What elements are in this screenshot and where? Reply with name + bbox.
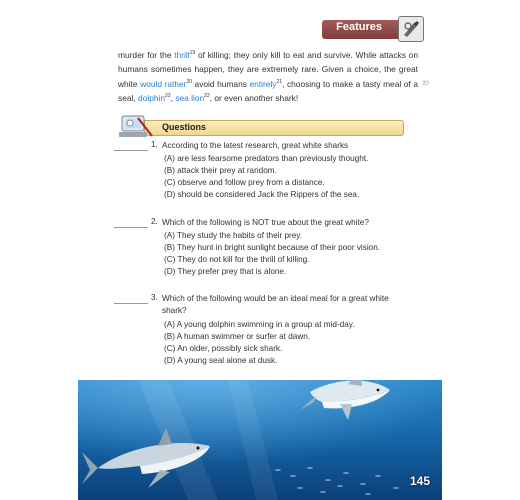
line-number-marker: 20	[422, 81, 429, 87]
question-number: 3.	[151, 293, 158, 302]
glossary-number: 19	[189, 50, 196, 57]
option-d: (D) They prefer prey that is alone.	[164, 267, 287, 276]
question-number: 1.	[151, 140, 158, 149]
glossary-number: 21	[276, 78, 283, 85]
option-a: (A) A young dolphin swimming in a group at mid-day.	[164, 320, 355, 329]
vocab-word: entirely	[249, 78, 277, 89]
question-text: According to the latest research, great white sharks	[162, 141, 349, 150]
questions-header	[116, 112, 406, 142]
passage-text: murder for the	[118, 50, 175, 60]
option-b: (B) attack their prey at random.	[164, 166, 277, 175]
underwater-sharks-photo	[78, 380, 442, 500]
vocab-word: dolphin	[138, 92, 166, 103]
vocab-word: thrill	[174, 50, 190, 60]
option-d: (D) A young seal alone at dusk.	[164, 356, 278, 365]
passage-paragraph	[118, 48, 418, 105]
glossary-number: 23	[204, 93, 210, 100]
option-d: (D) should be considered Jack the Rippers of the sea.	[164, 190, 360, 199]
option-c: (C) observe and follow prey from a distance.	[164, 178, 325, 187]
page-number: 145	[409, 474, 430, 488]
passage-text: avoid humans	[192, 78, 250, 89]
option-a: (A) are less fearsome predators than previously thought.	[164, 154, 369, 163]
passage-text: , choosing to make a tasty meal of a seal,	[118, 78, 418, 103]
features-tool-icon	[398, 16, 424, 42]
glossary-number: 20	[186, 78, 192, 85]
vocab-word: sea lion	[175, 92, 205, 103]
option-b: (B) They hunt in bright sunlight because of their poor vision.	[164, 243, 381, 252]
question-text: Which of the following is NOT true about the great white?	[162, 218, 369, 227]
questions-title: Questions	[162, 122, 207, 132]
glossary-number: 22	[165, 93, 171, 100]
question-number: 2.	[151, 217, 158, 226]
option-a: (A) They study the habits of their prey.	[164, 231, 303, 240]
vocab-word: would rather	[140, 78, 187, 89]
passage-text: , or even another shark!	[209, 92, 299, 103]
option-c: (C) An older, possibly sick shark.	[164, 344, 283, 353]
features-label: Features	[336, 21, 382, 33]
option-b: (B) A human swimmer or surfer at dawn.	[164, 332, 311, 341]
textbook-page	[78, 8, 442, 500]
answer-blank[interactable]	[114, 295, 148, 304]
question-text: Which of the following would be an ideal meal for a great white shark?	[162, 294, 389, 315]
answer-blank[interactable]	[114, 142, 148, 151]
passage-text: of killing; they only kill to eat and survive. While attacks on humans sometimes happen, they are extremely rare. Given a choice, the great white	[118, 50, 418, 89]
option-c: (C) They do not kill for the thrill of killing.	[164, 255, 310, 264]
passage-text: ,	[170, 92, 176, 103]
answer-blank[interactable]	[114, 219, 148, 228]
computer-question-icon	[116, 112, 156, 140]
